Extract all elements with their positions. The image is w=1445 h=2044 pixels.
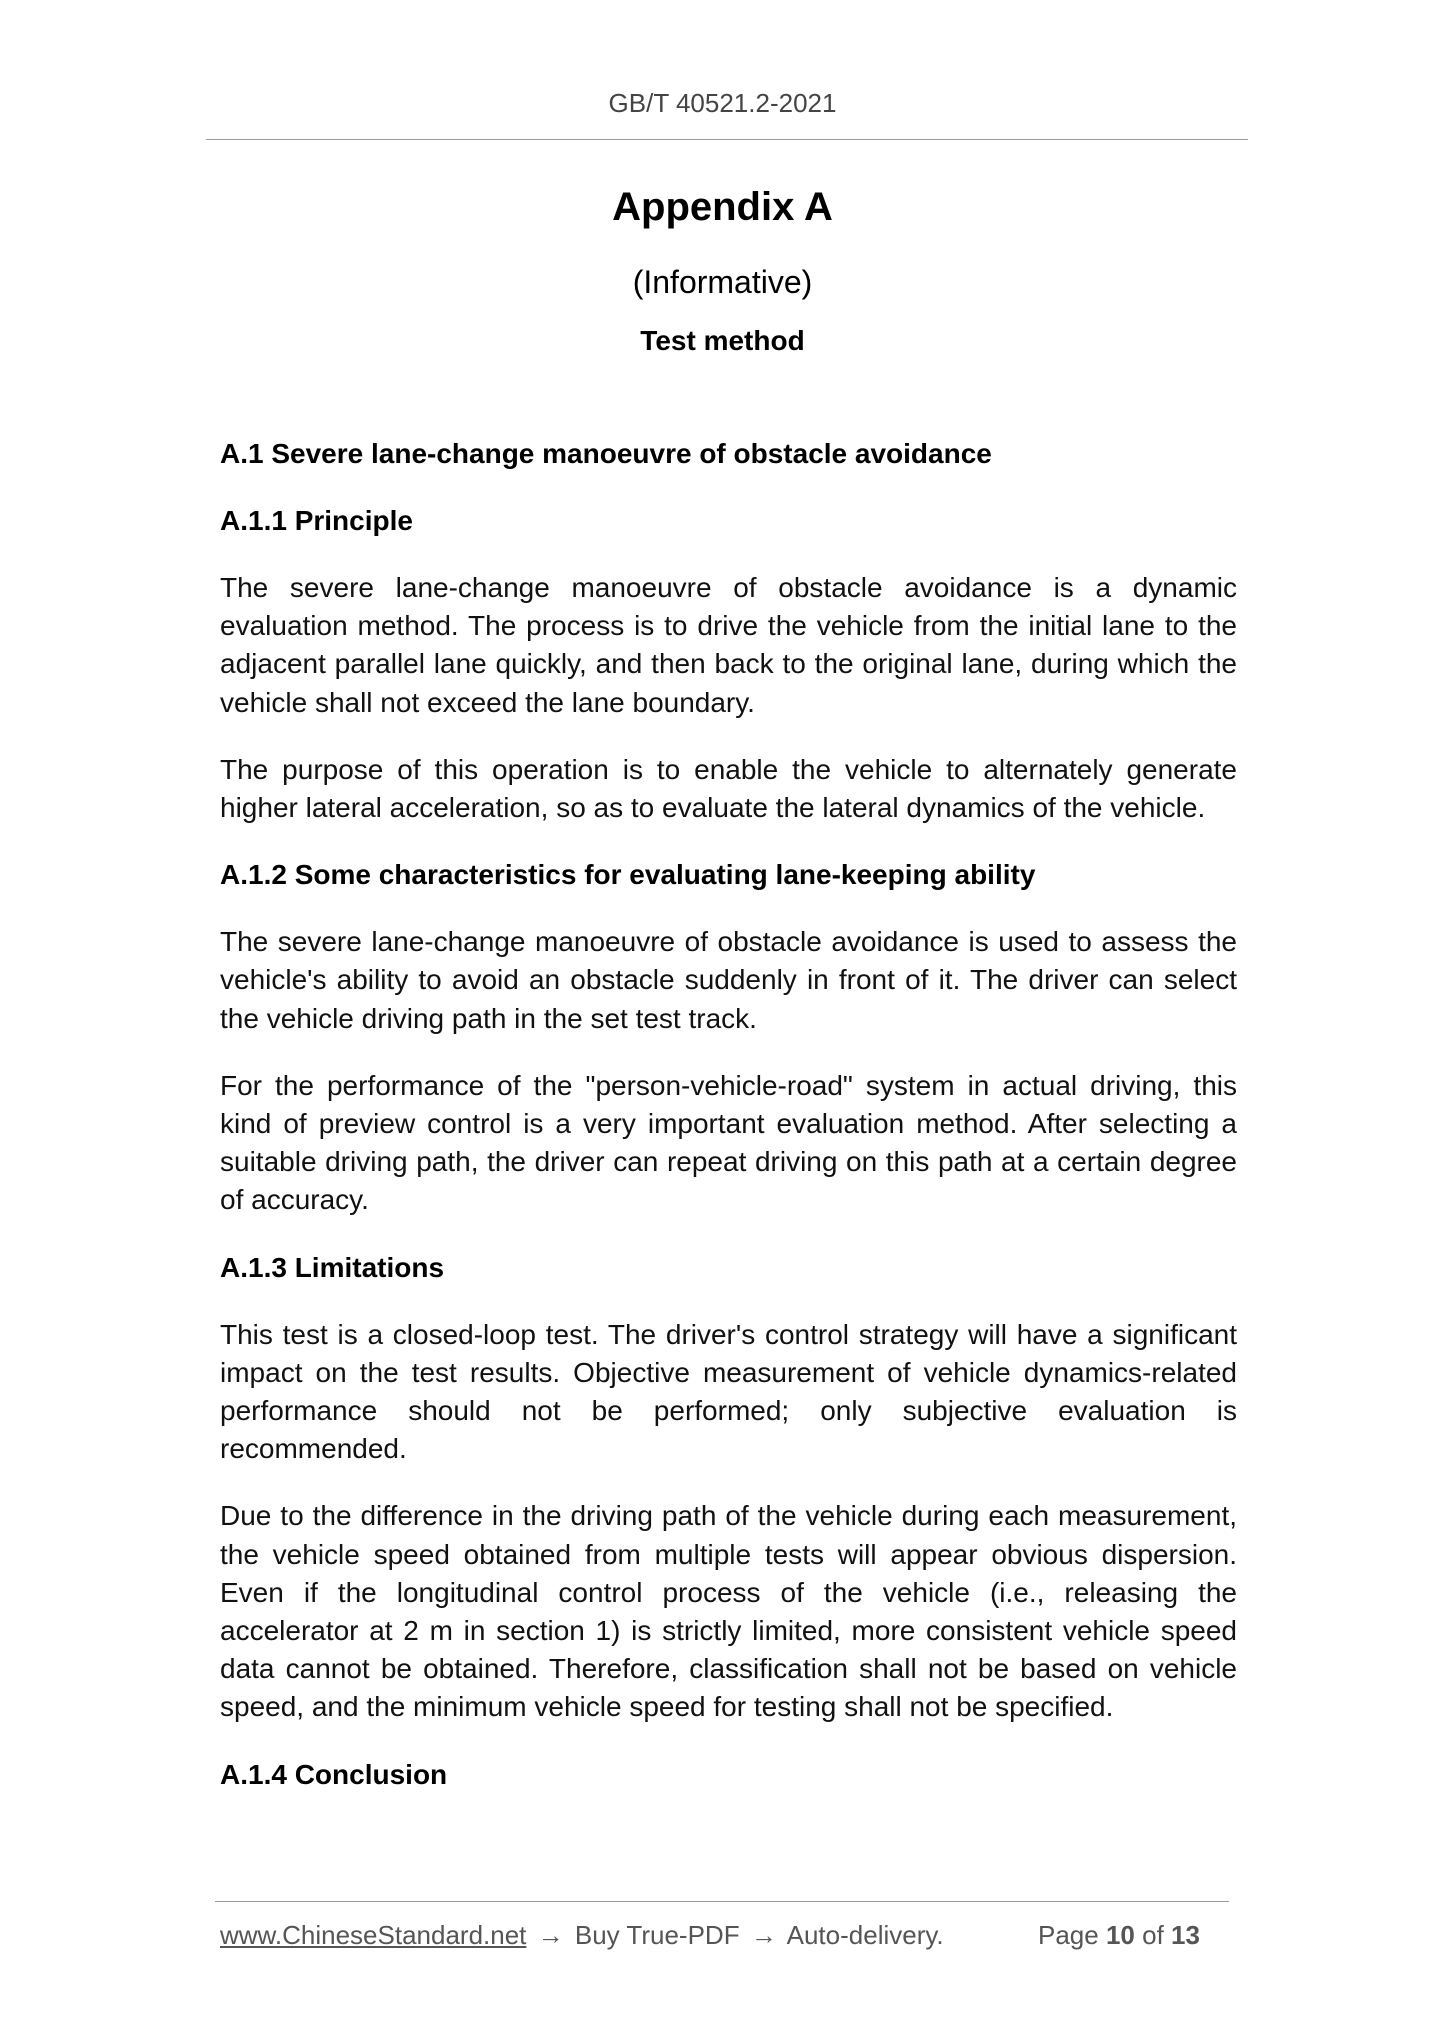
section-heading-a1-3: A.1.3 Limitations: [220, 1251, 445, 1283]
page-of-label: of: [1142, 1920, 1164, 1950]
appendix-type: (Informative): [632, 264, 813, 300]
appendix-subject: Test method: [640, 325, 805, 356]
page-total: 13: [1171, 1920, 1200, 1950]
section-heading-a1-2: A.1.2 Some characteristics for evaluating lane-keeping ability: [220, 859, 1036, 891]
arrow-right-icon: →: [750, 1920, 777, 1950]
paragraph: For the performance of the "person-vehicle-road" system in actual driving, this kind of preview control is a very important evaluation method. After selecting a suitable driving path, the driver can repeat driving on this path at a certain degree of accuracy.: [220, 1069, 1237, 1216]
page-current: 10: [1105, 1920, 1135, 1950]
arrow-right-icon: →: [537, 1920, 564, 1950]
paragraph: The purpose of this operation is to enable the vehicle to alternately generate higher lateral acceleration, so as to evaluate the lateral dynamics of the vehicle.: [220, 753, 1237, 824]
paragraph: Due to the difference in the driving path of the vehicle during each measurement, the vehicle speed obtained from multiple tests will appear obvious dispersion. Even if the longitudinal control process of the vehicle (i.e., releasing the accelerator at 2 m in section 1) is strictly limited, more consistent vehicle speed data cannot be obtained. Therefore, classification shall not be based on vehicle speed, and the minimum vehicle speed for testing shall not be specified.: [220, 1500, 1237, 1723]
paragraph: This test is a closed-loop test. The driver's control strategy will have a significant impact on the test results. Objective measurement of vehicle dynamics-related performance should not be performed; only subjective evaluation is recommended.: [220, 1318, 1237, 1465]
header-divider: [206, 139, 1248, 140]
auto-delivery-text: Auto-delivery.: [786, 1920, 944, 1950]
paragraph: The severe lane-change manoeuvre of obstacle avoidance is used to assess the vehicle's ability to avoid an obstacle suddenly in front of it. The driver can select the vehicle driving path in the set test track.: [220, 926, 1237, 1034]
page-indicator: [1038, 1920, 1200, 1951]
page-label: Page: [1038, 1920, 1099, 1950]
section-heading-a1-1: A.1.1 Principle: [220, 505, 413, 536]
footer-divider: [215, 1901, 1229, 1902]
website-link[interactable]: www.ChineseStandard.net: [220, 1920, 527, 1950]
document-body: [220, 435, 1237, 1823]
appendix-title: Appendix A: [612, 185, 833, 229]
buy-true-pdf-text: Buy True-PDF: [574, 1920, 740, 1950]
section-heading-a1: A.1 Severe lane-change manoeuvre of obstacle avoidance: [220, 438, 992, 469]
document-code-header: GB/T 40521.2-2021: [608, 88, 837, 118]
paragraph: The severe lane-change manoeuvre of obstacle avoidance is a dynamic evaluation method. The process is to drive the vehicle from the initial lane to the adjacent parallel lane quickly, and then back to the original lane, during which the vehicle shall not exceed the lane boundary.: [220, 572, 1237, 718]
footer-promo: [220, 1920, 944, 1951]
section-heading-a1-4: A.1.4 Conclusion: [220, 1758, 448, 1790]
